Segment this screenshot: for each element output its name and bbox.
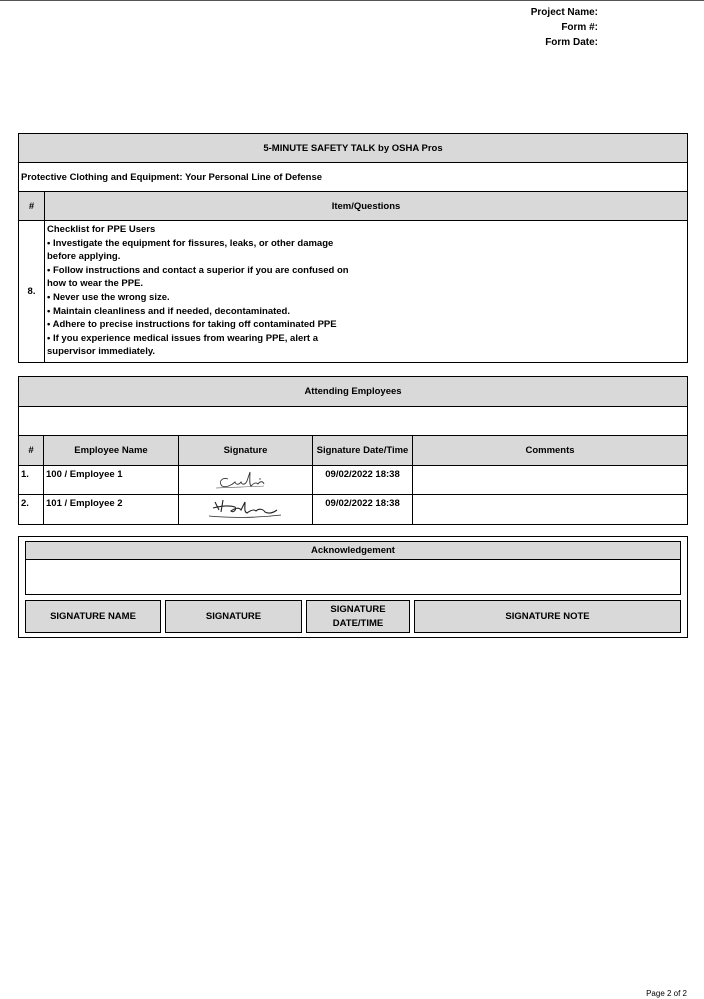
checklist-line: • If you experience medical issues from wearing PPE, alert a [47,332,319,344]
checklist-line: • Maintain cleanliness and if needed, decontaminated. [47,305,290,317]
row-number: 1. [19,465,44,495]
handwritten-signature-image [201,496,291,522]
signature-datetime-header: SIGNATURE DATE/TIME [306,600,410,633]
safety-talk-subtitle: Protective Clothing and Equipment: Your Personal Line of Defense [19,163,688,192]
comments [413,465,688,495]
signature-datetime: 09/02/2022 18:38 [313,495,413,525]
form-header [531,5,598,50]
col-employee-name-header: Employee Name [44,436,179,466]
col-signature-datetime-header: Signature Date/Time [313,436,413,466]
signature-name-header: SIGNATURE NAME [25,600,161,633]
checklist-line: • Adhere to precise instructions for taking off contaminated PPE [47,319,337,331]
acknowledgement-title: Acknowledgement [25,541,681,560]
employee-name: 101 / Employee 2 [44,495,179,525]
attending-employees-table [18,376,688,525]
signature-datetime: 09/02/2022 18:38 [313,465,413,495]
col-signature-header: Signature [179,436,313,466]
checklist-line: • Never use the wrong size. [47,291,170,303]
page-number: Page 2 of 2 [646,989,687,998]
item-checklist [45,221,688,363]
checklist-line: supervisor immediately. [47,346,156,358]
item-questions-header: Item/Questions [45,192,688,221]
checklist-line: • Follow instructions and contact a superior if you are confused on [47,264,349,276]
employee-signature [179,465,313,495]
page-top-border [0,0,704,1]
acknowledgement-section [18,536,688,638]
comments [413,495,688,525]
project-name-label: Project Name: [530,7,598,18]
table-row [19,465,688,495]
safety-talk-table [18,133,688,363]
row-number: 2. [19,495,44,525]
handwritten-signature-image [206,468,286,492]
item-number-header: # [19,192,45,221]
checklist-line: • Investigate the equipment for fissures, leaks, or other damage [47,237,334,249]
safety-talk-title: 5-MINUTE SAFETY TALK by OSHA Pros [19,134,688,163]
attending-title: Attending Employees [19,377,688,407]
form-date-label: Form Date: [545,37,598,48]
table-row [19,495,688,525]
checklist-line: before applying. [47,251,121,263]
col-comments-header: Comments [413,436,688,466]
col-number-header: # [19,436,44,466]
item-number: 8. [19,221,45,363]
signature-note-header: SIGNATURE NOTE [414,600,681,633]
attending-blank-row [19,406,688,436]
acknowledgement-blank-area [25,559,681,595]
signature-header: SIGNATURE [165,600,302,633]
checklist-line: how to wear the PPE. [47,278,144,290]
checklist-line: Checklist for PPE Users [47,224,156,235]
employee-name: 100 / Employee 1 [44,465,179,495]
employee-signature [179,495,313,525]
form-number-label: Form #: [561,22,598,33]
